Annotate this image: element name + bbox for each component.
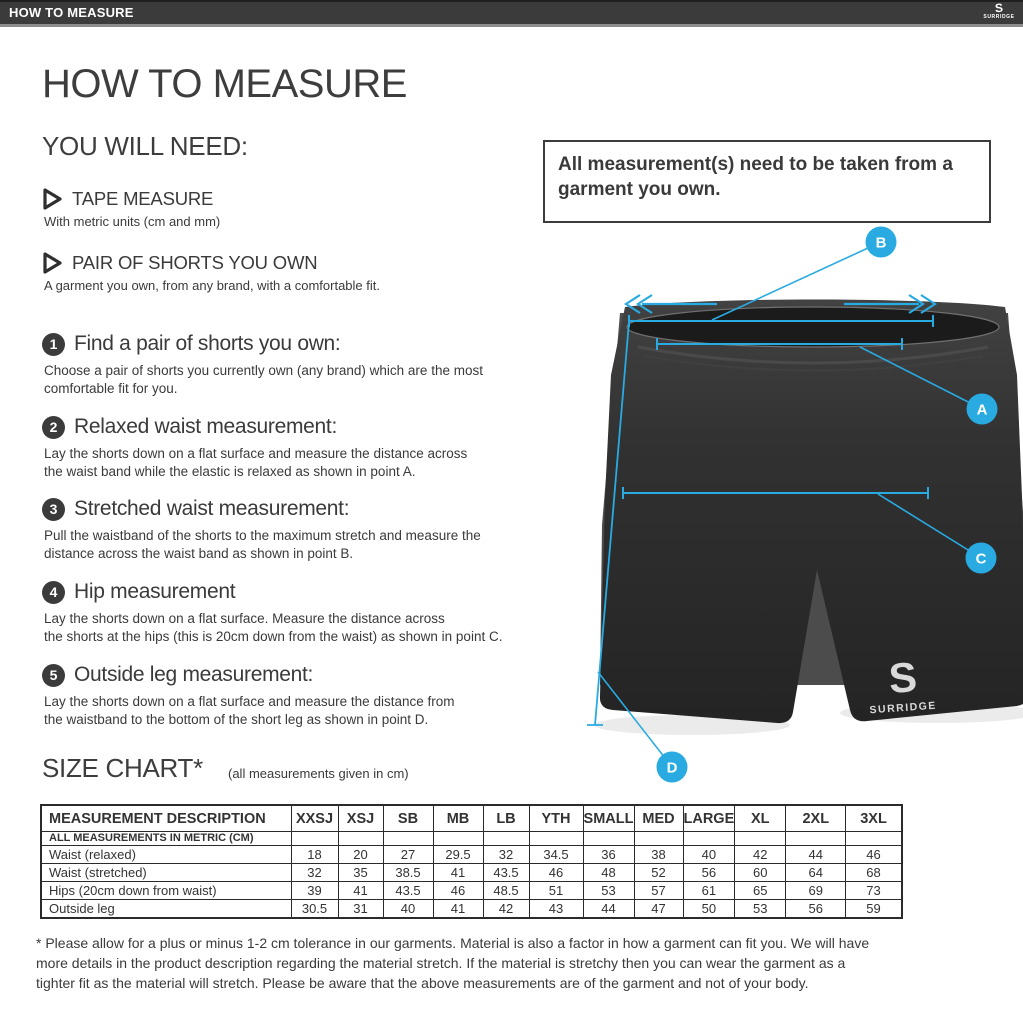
size-value: 65 (735, 882, 786, 900)
step-1-desc-line2: comfortable fit for you. (44, 380, 178, 396)
empty-cell (383, 832, 433, 846)
empty-cell (529, 832, 583, 846)
size-value: 31 (338, 900, 383, 919)
size-value: 46 (846, 846, 902, 864)
need-item-desc: A garment you own, from any brand, with a comfortable fit. (44, 278, 380, 293)
step-2-title: Relaxed waist measurement: (74, 415, 337, 438)
step-3-desc-line2: distance across the waist band as shown in point B. (44, 545, 354, 561)
triangle-right-icon (42, 188, 62, 210)
need-item-shorts (42, 252, 380, 293)
point-d-label: D (666, 759, 678, 777)
size-value: 36 (583, 846, 634, 864)
size-table-body (41, 832, 902, 919)
title-bar (0, 0, 1023, 27)
row-label: Waist (stretched) (41, 864, 291, 882)
footnote (36, 933, 869, 993)
size-value: 42 (483, 900, 529, 919)
size-value: 27 (383, 846, 433, 864)
step-2 (42, 415, 522, 480)
step-3 (42, 497, 522, 562)
size-chart-heading: SIZE CHART* (42, 753, 203, 783)
step-5-desc-line1: Lay the shorts down on a flat surface and measure the distance from (44, 694, 455, 709)
size-chart-table (40, 804, 903, 919)
size-table-col-header-10: XL (735, 805, 786, 832)
empty-cell (786, 832, 846, 846)
step-3-number: 3 (42, 498, 65, 521)
size-table-head-row (41, 805, 902, 832)
step-5-desc-line2: the waistband to the bottom of the short leg as shown in point D. (44, 711, 429, 727)
step-4-desc-line1: Lay the shorts down on a flat surface. Measure the distance across (44, 611, 445, 626)
size-table-col-header-6: YTH (529, 805, 583, 832)
size-value: 59 (846, 900, 902, 919)
step-1-title: Find a pair of shorts you own: (74, 332, 341, 355)
size-value: 40 (383, 900, 433, 919)
point-c-label: C (975, 550, 987, 568)
size-value: 38.5 (383, 864, 433, 882)
footnote-line3: tighter fit as the material will stretch. Please be aware that the above measurements are of the garment and not of your body. (36, 975, 809, 991)
point-b-label: B (875, 234, 887, 252)
size-table-col-header-9: LARGE (683, 805, 735, 832)
need-item-desc: With metric units (cm and mm) (44, 214, 221, 229)
size-value: 46 (433, 882, 483, 900)
size-value: 73 (846, 882, 902, 900)
waist-opening (627, 307, 999, 347)
size-table-col-header-0: MEASUREMENT DESCRIPTION (41, 805, 291, 832)
step-1-number: 1 (42, 333, 65, 356)
size-value: 68 (846, 864, 902, 882)
surridge-s-icon: S (887, 653, 919, 702)
size-table-col-header-7: SMALL (583, 805, 634, 832)
size-table-row-3 (41, 900, 902, 919)
size-value: 53 (735, 900, 786, 919)
step-3-title: Stretched waist measurement: (74, 497, 350, 520)
step-1 (42, 332, 522, 397)
surridge-wordmark: SURRIDGE (869, 699, 938, 717)
empty-cell (735, 832, 786, 846)
callout-line2: garment you own. (558, 179, 721, 200)
size-value: 42 (735, 846, 786, 864)
size-value: 35 (338, 864, 383, 882)
size-value: 43.5 (483, 864, 529, 882)
size-value: 69 (786, 882, 846, 900)
step-5 (42, 663, 522, 728)
step-4 (42, 580, 522, 645)
size-value: 41 (433, 900, 483, 919)
surridge-wordmark: SURRIDGE (983, 14, 1015, 20)
step-2-desc-line2: the waist band while the elastic is relaxed as shown in point A. (44, 463, 416, 479)
size-value: 48 (583, 864, 634, 882)
callout-line1: All measurement(s) need to be taken from a (558, 154, 953, 175)
size-value: 61 (683, 882, 735, 900)
step-5-title: Outside leg measurement: (74, 663, 314, 686)
empty-cell (291, 832, 338, 846)
step-5-number: 5 (42, 664, 65, 687)
size-value: 18 (291, 846, 338, 864)
size-table-col-header-1: XXSJ (291, 805, 338, 832)
size-value: 38 (634, 846, 683, 864)
size-value: 47 (634, 900, 683, 919)
size-table-col-header-12: 3XL (846, 805, 902, 832)
metric-note-cell: ALL MEASUREMENTS IN METRIC (CM) (41, 832, 291, 846)
you-will-need-heading: YOU WILL NEED: (42, 131, 248, 161)
size-value: 44 (786, 846, 846, 864)
size-value: 20 (338, 846, 383, 864)
step-4-number: 4 (42, 581, 65, 604)
size-table-row-1 (41, 864, 902, 882)
step-4-title: Hip measurement (74, 580, 236, 603)
size-value: 51 (529, 882, 583, 900)
point-a-label: A (976, 401, 988, 419)
size-chart-note: (all measurements given in cm) (228, 766, 409, 781)
size-value: 44 (583, 900, 634, 919)
size-value: 39 (291, 882, 338, 900)
need-item-title: PAIR OF SHORTS YOU OWN (72, 252, 318, 273)
size-value: 56 (786, 900, 846, 919)
empty-cell (583, 832, 634, 846)
footnote-line2: more details in the product description regarding the material stretch. If the material is stretchy then you can wear the garment as a (36, 955, 846, 971)
size-value: 43.5 (383, 882, 433, 900)
size-value: 40 (683, 846, 735, 864)
size-table-col-header-8: MED (634, 805, 683, 832)
need-item-title: TAPE MEASURE (72, 188, 214, 209)
size-value: 29.5 (433, 846, 483, 864)
page-title: HOW TO MEASURE (42, 62, 407, 106)
surridge-logo (979, 2, 1019, 20)
size-value: 32 (483, 846, 529, 864)
size-value: 57 (634, 882, 683, 900)
size-table-col-header-3: SB (383, 805, 433, 832)
metric-note-row (41, 832, 902, 846)
shorts-measurement-diagram (580, 225, 1023, 800)
footnote-line1: * Please allow for a plus or minus 1-2 cm tolerance in our garments. Material is also a factor in how a garment can fit you. We will have (36, 935, 870, 951)
size-value: 43 (529, 900, 583, 919)
size-value: 56 (683, 864, 735, 882)
row-label: Outside leg (41, 900, 291, 919)
row-label: Hips (20cm down from waist) (41, 882, 291, 900)
empty-cell (483, 832, 529, 846)
need-item-tape-measure (42, 188, 220, 229)
size-value: 30.5 (291, 900, 338, 919)
size-value: 32 (291, 864, 338, 882)
step-4-desc-line2: the shorts at the hips (this is 20cm down from the waist) as shown in point C. (44, 628, 503, 644)
empty-cell (683, 832, 735, 846)
size-value: 46 (529, 864, 583, 882)
size-table-col-header-5: LB (483, 805, 529, 832)
empty-cell (433, 832, 483, 846)
empty-cell (338, 832, 383, 846)
size-table-col-header-4: MB (433, 805, 483, 832)
step-3-desc-line1: Pull the waistband of the shorts to the maximum stretch and measure the (44, 528, 481, 543)
size-value: 41 (338, 882, 383, 900)
size-value: 52 (634, 864, 683, 882)
size-value: 34.5 (529, 846, 583, 864)
title-bar-text: HOW TO MEASURE (9, 5, 134, 20)
size-value: 53 (583, 882, 634, 900)
size-table-row-2 (41, 882, 902, 900)
empty-cell (634, 832, 683, 846)
size-table-col-header-2: XSJ (338, 805, 383, 832)
size-table-col-header-11: 2XL (786, 805, 846, 832)
size-table-row-0 (41, 846, 902, 864)
callout-box (543, 140, 991, 223)
size-value: 48.5 (483, 882, 529, 900)
surridge-s-icon: S (994, 0, 1004, 16)
triangle-right-icon (42, 252, 62, 274)
size-value: 60 (735, 864, 786, 882)
size-value: 50 (683, 900, 735, 919)
step-2-number: 2 (42, 416, 65, 439)
step-2-desc-line1: Lay the shorts down on a flat surface and measure the distance across (44, 446, 468, 461)
size-value: 64 (786, 864, 846, 882)
size-value: 41 (433, 864, 483, 882)
row-label: Waist (relaxed) (41, 846, 291, 864)
step-1-desc-line1: Choose a pair of shorts you currently own (any brand) which are the most (44, 363, 483, 378)
empty-cell (846, 832, 902, 846)
